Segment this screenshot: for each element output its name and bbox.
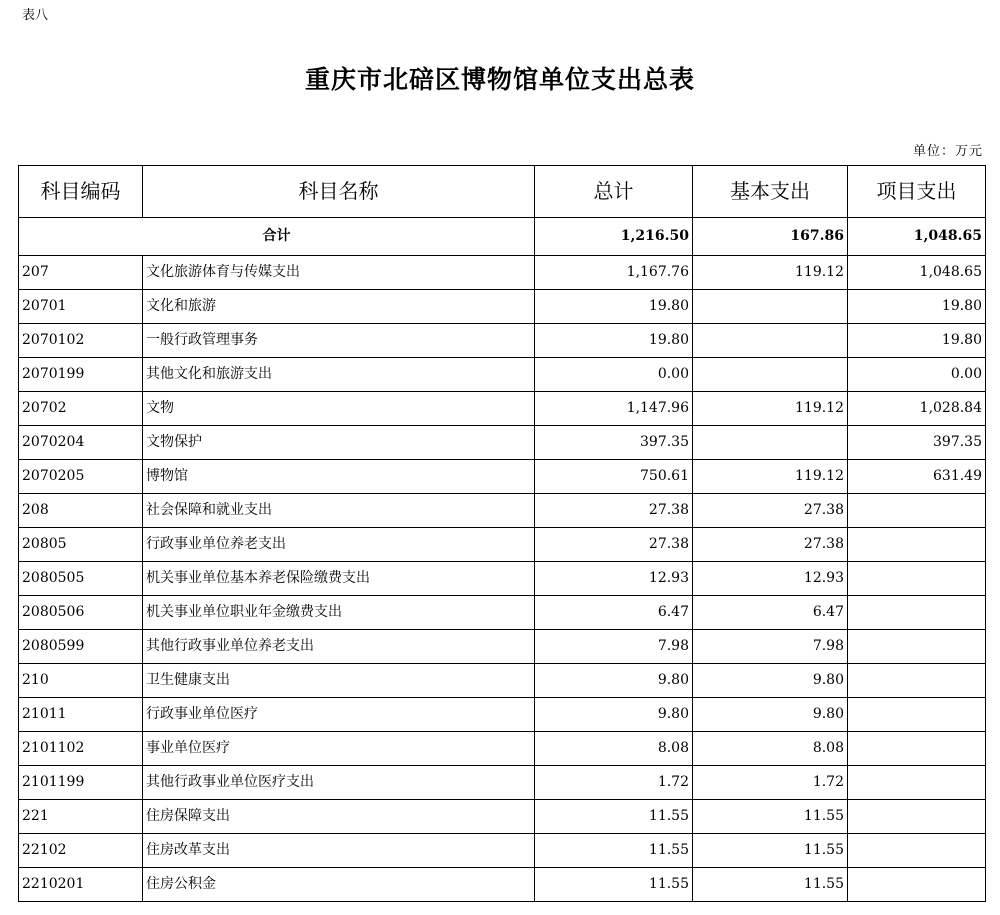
unit-label: 单位：万元 <box>912 144 983 159</box>
cell-name: 住房改革支出 <box>143 834 535 868</box>
cell-total: 11.55 <box>535 834 693 868</box>
cell-total: 9.80 <box>535 698 693 732</box>
cell-name: 其他文化和旅游支出 <box>143 358 535 392</box>
cell-name: 机关事业单位职业年金缴费支出 <box>143 596 535 630</box>
header-name: 科目名称 <box>143 166 535 218</box>
cell-total: 1,147.96 <box>535 392 693 426</box>
cell-project <box>848 868 986 902</box>
cell-project: 397.35 <box>848 426 986 460</box>
cell-name: 事业单位医疗 <box>143 732 535 766</box>
cell-project: 19.80 <box>848 290 986 324</box>
cell-code: 2070199 <box>19 358 143 392</box>
cell-basic <box>693 324 848 358</box>
cell-basic: 11.55 <box>693 800 848 834</box>
cell-basic: 27.38 <box>693 528 848 562</box>
cell-project <box>848 528 986 562</box>
table-row <box>19 834 986 868</box>
cell-name: 一般行政管理事务 <box>143 324 535 358</box>
cell-project: 0.00 <box>848 358 986 392</box>
page-title: 重庆市北碚区博物馆单位支出总表 <box>304 65 695 94</box>
cell-basic <box>693 290 848 324</box>
cell-project <box>848 698 986 732</box>
cell-basic <box>693 426 848 460</box>
cell-basic: 12.93 <box>693 562 848 596</box>
cell-code: 21011 <box>19 698 143 732</box>
cell-code: 2101199 <box>19 766 143 800</box>
cell-code: 20701 <box>19 290 143 324</box>
expenditure-table <box>18 165 986 902</box>
table-row <box>19 596 986 630</box>
table-row <box>19 392 986 426</box>
cell-code: 22102 <box>19 834 143 868</box>
cell-basic: 8.08 <box>693 732 848 766</box>
total-basic: 167.86 <box>693 218 848 256</box>
cell-project <box>848 664 986 698</box>
cell-code: 210 <box>19 664 143 698</box>
cell-total: 8.08 <box>535 732 693 766</box>
table-row <box>19 460 986 494</box>
cell-total: 9.80 <box>535 664 693 698</box>
total-row <box>19 218 986 256</box>
cell-project <box>848 630 986 664</box>
cell-project <box>848 800 986 834</box>
cell-total: 12.93 <box>535 562 693 596</box>
header-total: 总计 <box>535 166 693 218</box>
cell-name: 住房保障支出 <box>143 800 535 834</box>
cell-total: 11.55 <box>535 868 693 902</box>
cell-code: 2080505 <box>19 562 143 596</box>
table-row <box>19 358 986 392</box>
total-label: 合计 <box>19 218 535 256</box>
cell-code: 2070102 <box>19 324 143 358</box>
cell-total: 750.61 <box>535 460 693 494</box>
cell-name: 行政事业单位医疗 <box>143 698 535 732</box>
header-row <box>19 166 986 218</box>
cell-code: 2080599 <box>19 630 143 664</box>
cell-name: 文物保护 <box>143 426 535 460</box>
cell-basic: 9.80 <box>693 664 848 698</box>
cell-total: 7.98 <box>535 630 693 664</box>
cell-code: 207 <box>19 256 143 290</box>
total-total: 1,216.50 <box>535 218 693 256</box>
table-number-label: 表八 <box>22 8 49 23</box>
cell-project <box>848 562 986 596</box>
cell-basic <box>693 358 848 392</box>
cell-project: 1,048.65 <box>848 256 986 290</box>
cell-name: 文化和旅游 <box>143 290 535 324</box>
cell-basic: 119.12 <box>693 460 848 494</box>
cell-basic: 9.80 <box>693 698 848 732</box>
header-project: 项目支出 <box>848 166 986 218</box>
cell-code: 2070205 <box>19 460 143 494</box>
cell-name: 博物馆 <box>143 460 535 494</box>
cell-name: 其他行政事业单位医疗支出 <box>143 766 535 800</box>
cell-project: 1,028.84 <box>848 392 986 426</box>
cell-code: 221 <box>19 800 143 834</box>
cell-basic: 6.47 <box>693 596 848 630</box>
cell-total: 397.35 <box>535 426 693 460</box>
table-row <box>19 630 986 664</box>
table-row <box>19 562 986 596</box>
cell-total: 27.38 <box>535 528 693 562</box>
table-row <box>19 494 986 528</box>
table-row <box>19 698 986 732</box>
cell-name: 机关事业单位基本养老保险缴费支出 <box>143 562 535 596</box>
table-row <box>19 256 986 290</box>
table-row <box>19 324 986 358</box>
cell-project <box>848 596 986 630</box>
cell-total: 19.80 <box>535 290 693 324</box>
table-row <box>19 766 986 800</box>
cell-name: 文物 <box>143 392 535 426</box>
cell-basic: 119.12 <box>693 256 848 290</box>
cell-name: 行政事业单位养老支出 <box>143 528 535 562</box>
table-row <box>19 426 986 460</box>
cell-code: 2080506 <box>19 596 143 630</box>
cell-basic: 119.12 <box>693 392 848 426</box>
cell-code: 20702 <box>19 392 143 426</box>
cell-total: 1.72 <box>535 766 693 800</box>
cell-code: 208 <box>19 494 143 528</box>
cell-project <box>848 766 986 800</box>
cell-total: 6.47 <box>535 596 693 630</box>
cell-basic: 7.98 <box>693 630 848 664</box>
cell-project: 19.80 <box>848 324 986 358</box>
cell-basic: 11.55 <box>693 868 848 902</box>
cell-code: 2101102 <box>19 732 143 766</box>
cell-total: 27.38 <box>535 494 693 528</box>
header-basic: 基本支出 <box>693 166 848 218</box>
table-row <box>19 290 986 324</box>
cell-total: 1,167.76 <box>535 256 693 290</box>
table-row <box>19 800 986 834</box>
cell-total: 0.00 <box>535 358 693 392</box>
cell-project <box>848 834 986 868</box>
cell-name: 社会保障和就业支出 <box>143 494 535 528</box>
table-row <box>19 664 986 698</box>
cell-code: 2210201 <box>19 868 143 902</box>
cell-name: 住房公积金 <box>143 868 535 902</box>
table-row <box>19 528 986 562</box>
table-row <box>19 868 986 902</box>
cell-code: 2070204 <box>19 426 143 460</box>
cell-project: 631.49 <box>848 460 986 494</box>
cell-code: 20805 <box>19 528 143 562</box>
cell-name: 卫生健康支出 <box>143 664 535 698</box>
cell-name: 文化旅游体育与传媒支出 <box>143 256 535 290</box>
cell-project <box>848 732 986 766</box>
cell-total: 19.80 <box>535 324 693 358</box>
cell-basic: 11.55 <box>693 834 848 868</box>
header-code: 科目编码 <box>19 166 143 218</box>
cell-basic: 1.72 <box>693 766 848 800</box>
total-project: 1,048.65 <box>848 218 986 256</box>
cell-project <box>848 494 986 528</box>
cell-basic: 27.38 <box>693 494 848 528</box>
table-row <box>19 732 986 766</box>
cell-name: 其他行政事业单位养老支出 <box>143 630 535 664</box>
cell-total: 11.55 <box>535 800 693 834</box>
